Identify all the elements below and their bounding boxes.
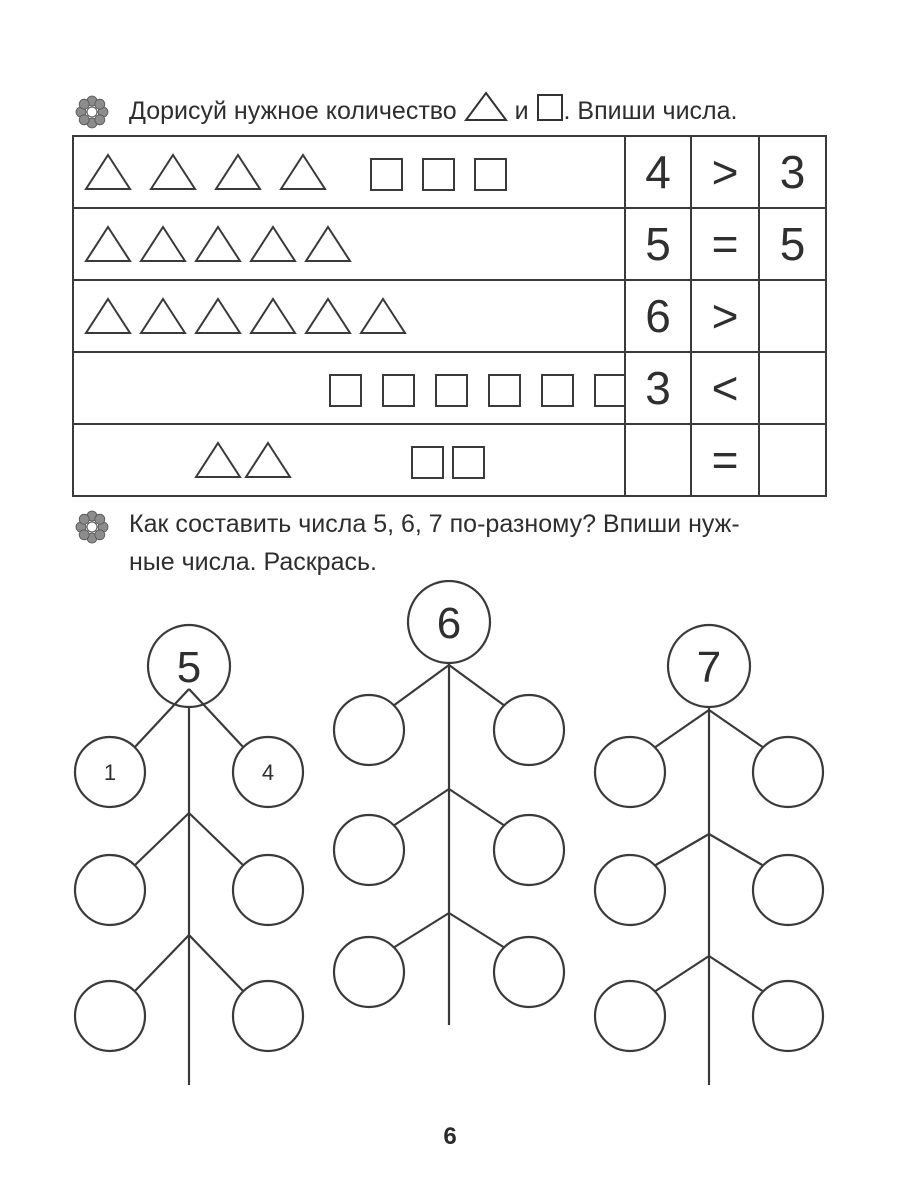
- square-shape: [371, 159, 402, 190]
- tree-branch-number: 4: [261, 760, 275, 785]
- triangle-shape: [86, 299, 130, 333]
- right-number-cell: 5: [759, 208, 826, 280]
- tree-branch: [189, 813, 244, 866]
- triangle-shape: [196, 443, 240, 477]
- right-number-cell: 3: [759, 136, 826, 208]
- table-row: [73, 280, 826, 352]
- right-number-cell[interactable]: [759, 424, 826, 496]
- square-shape: [423, 159, 454, 190]
- flower-bullet-icon: [74, 509, 110, 545]
- table-row: [73, 136, 826, 208]
- tree-branch: [709, 956, 764, 992]
- comparison-sign-cell: >: [691, 136, 759, 208]
- left-number-cell: 6: [625, 280, 691, 352]
- tree-branch: [654, 956, 709, 992]
- square-shape: [383, 375, 414, 406]
- task-1-conjunction: и: [514, 97, 529, 125]
- tree-branch-number: 1: [103, 760, 117, 785]
- tree-right-circle[interactable]: [233, 855, 303, 925]
- tree-left-circle[interactable]: [334, 815, 404, 885]
- task-1-instruction: [74, 90, 834, 130]
- triangle-shape: [141, 227, 185, 261]
- triangle-shape: [251, 227, 295, 261]
- number-tree: [75, 625, 303, 1085]
- triangle-shape: [86, 227, 130, 261]
- table-row: [73, 352, 826, 424]
- triangle-shape: [361, 299, 405, 333]
- task-1-text-after: . Впиши числа.: [563, 97, 738, 125]
- tree-branch: [189, 935, 244, 992]
- left-number-cell: 5: [625, 208, 691, 280]
- tree-right-circle[interactable]: [494, 815, 564, 885]
- left-number-cell[interactable]: [625, 424, 691, 496]
- triangle-shape: [141, 299, 185, 333]
- tree-left-circle[interactable]: [75, 855, 145, 925]
- tree-left-circle[interactable]: [595, 981, 665, 1051]
- number-tree: [595, 625, 823, 1085]
- task-2-line-2: ные числа. Раскрась.: [129, 548, 377, 576]
- triangle-shape: [151, 155, 195, 189]
- tree-right-circle[interactable]: [494, 937, 564, 1007]
- square-shape: [489, 375, 520, 406]
- triangle-shape: [246, 443, 290, 477]
- number-tree: [334, 581, 564, 1025]
- tree-left-circle[interactable]: [334, 937, 404, 1007]
- comparison-sign-cell: =: [691, 208, 759, 280]
- triangle-shape: [216, 155, 260, 189]
- triangle-shape: [251, 299, 295, 333]
- shapes-cell[interactable]: [73, 424, 625, 496]
- right-number-cell[interactable]: [759, 280, 826, 352]
- left-number-cell: 4: [625, 136, 691, 208]
- tree-right-circle[interactable]: [233, 981, 303, 1051]
- tree-top-number: 7: [696, 643, 722, 692]
- comparison-sign-cell: <: [691, 352, 759, 424]
- triangle-shape: [86, 155, 130, 189]
- comparison-sign-cell: =: [691, 424, 759, 496]
- table-row: [73, 208, 826, 280]
- tree-left-circle[interactable]: [595, 855, 665, 925]
- task-1-text-before: Дорисуй нужное количество: [129, 97, 457, 125]
- square-shape: [330, 375, 361, 406]
- square-shape: [595, 375, 626, 406]
- square-shape: [542, 375, 573, 406]
- shapes-cell[interactable]: [73, 136, 625, 208]
- tree-branch: [709, 834, 764, 866]
- square-shape: [436, 375, 467, 406]
- square-shape: [475, 159, 506, 190]
- triangle-shape: [306, 227, 350, 261]
- tree-branch: [654, 834, 709, 866]
- square-shape: [412, 447, 443, 478]
- tree-right-circle[interactable]: [753, 737, 823, 807]
- square-icon: [536, 92, 564, 122]
- tree-branch: [134, 935, 189, 992]
- triangle-shape: [281, 155, 325, 189]
- page-number: 6: [443, 1123, 457, 1150]
- comparison-sign-cell: >: [691, 280, 759, 352]
- tree-right-circle[interactable]: [494, 695, 564, 765]
- tree-branch: [449, 665, 505, 706]
- table-row: [73, 424, 826, 496]
- comparison-table: [72, 135, 827, 497]
- triangle-icon: [464, 90, 508, 122]
- tree-top-number: 6: [436, 599, 462, 648]
- shapes-cell[interactable]: [73, 208, 625, 280]
- square-shape: [453, 447, 484, 478]
- task-2-line-1: Как составить числа 5, 6, 7 по-разному? Впиши нуж-: [129, 510, 740, 538]
- tree-right-circle[interactable]: [753, 855, 823, 925]
- shapes-cell[interactable]: [73, 352, 625, 424]
- number-trees-diagram: [0, 580, 900, 1100]
- tree-left-circle[interactable]: [75, 981, 145, 1051]
- tree-branch: [654, 710, 709, 748]
- triangle-shape: [306, 299, 350, 333]
- tree-right-circle[interactable]: [753, 981, 823, 1051]
- tree-left-circle[interactable]: [595, 737, 665, 807]
- triangle-shape: [196, 227, 240, 261]
- left-number-cell: 3: [625, 352, 691, 424]
- flower-bullet-icon: [74, 94, 110, 130]
- right-number-cell[interactable]: [759, 352, 826, 424]
- task-2-instruction: [74, 505, 834, 585]
- tree-branch: [134, 813, 189, 866]
- tree-top-number: 5: [176, 643, 202, 692]
- tree-branch: [449, 789, 505, 826]
- tree-branch: [449, 913, 505, 948]
- tree-left-circle[interactable]: [334, 695, 404, 765]
- tree-branch: [393, 789, 449, 826]
- triangle-shape: [196, 299, 240, 333]
- shapes-cell[interactable]: [73, 280, 625, 352]
- tree-branch: [393, 913, 449, 948]
- tree-branch: [393, 665, 449, 706]
- tree-branch: [709, 710, 764, 748]
